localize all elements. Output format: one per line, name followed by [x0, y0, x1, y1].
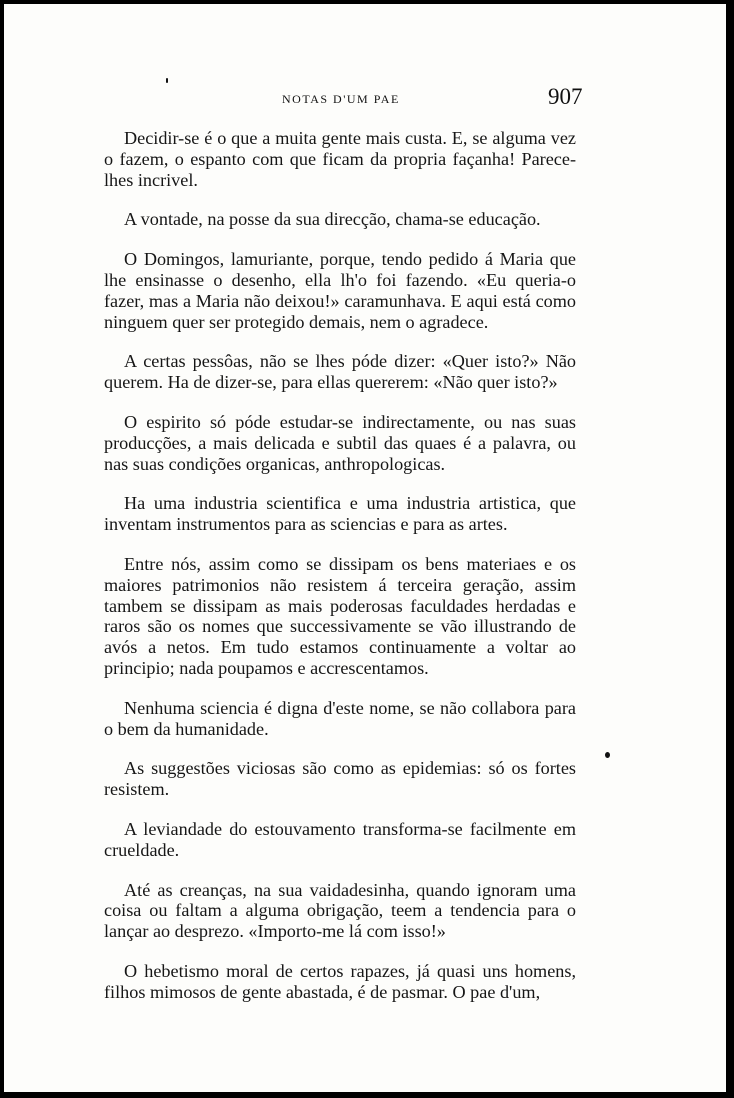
- ink-dot: [605, 752, 610, 758]
- ink-speck: [166, 78, 168, 83]
- paragraph: A leviandade do estouvamento transforma-se facilmente em crueldade.: [104, 818, 576, 860]
- paragraph: Até as creanças, na sua vaidadesinha, quando ignoram uma coisa ou faltam a alguma obrigação, teem a tendencia para o lançar ao desprezo. «Importo-me lá com isso!»: [104, 879, 576, 942]
- body-text: [104, 128, 576, 1003]
- paragraph: Ha uma industria scientifica e uma industria artistica, que inventam instrumentos para as sciencias e para as artes.: [104, 493, 576, 535]
- page-header: [4, 84, 726, 120]
- paragraph: Decidir-se é o que a muita gente mais custa. E, se alguma vez o fazem, o espanto com que ficam da propria façanha! Parece-lhes incrivel.: [104, 128, 576, 190]
- paragraph: As suggestões viciosas são como as epidemias: só os fortes resistem.: [104, 758, 576, 800]
- paragraph: A certas pessôas, não se lhes póde dizer: «Quer isto?» Não querem. Ha de dizer-se, para ellas quererem: «Não quer isto?»: [104, 351, 576, 393]
- paragraph: Nenhuma sciencia é digna d'este nome, se não collabora para o bem da humanidade.: [104, 697, 576, 739]
- running-title: NOTAS D'UM PAE: [282, 92, 400, 106]
- paragraph: O espirito só póde estudar-se indirectamente, ou nas suas producções, a mais delicada e subtil das quaes é a palavra, ou nas suas condições organicas, anthropologicas.: [104, 411, 576, 474]
- book-page: [4, 4, 726, 1092]
- page-number: 907: [548, 84, 583, 109]
- paragraph: Entre nós, assim como se dissipam os bens materiaes e os maiores patrimonios não resistem á terceira geração, assim tambem se dissipam as mais poderosas faculdades herdadas e raros são os nomes que successivamente se vão illustrando de avós a netos. Em tudo estamos continuamente a voltar ao principio; nada poupamos e accrescentamos.: [104, 553, 576, 678]
- paragraph: O Domingos, lamuriante, porque, tendo pedido á Maria que lhe ensinasse o desenho, ella lh'o foi fazendo. «Eu queria-o fazer, mas a Maria não deixou!» caramunhava. E aqui está como ninguem quer ser protegido demais, nem o agradece.: [104, 249, 576, 332]
- paragraph: A vontade, na posse da sua direcção, chama-se educação.: [124, 209, 541, 230]
- paragraph: O hebetismo moral de certos rapazes, já quasi uns homens, filhos mimosos de gente abastada, é de pasmar. O pae d'um,: [104, 960, 576, 1002]
